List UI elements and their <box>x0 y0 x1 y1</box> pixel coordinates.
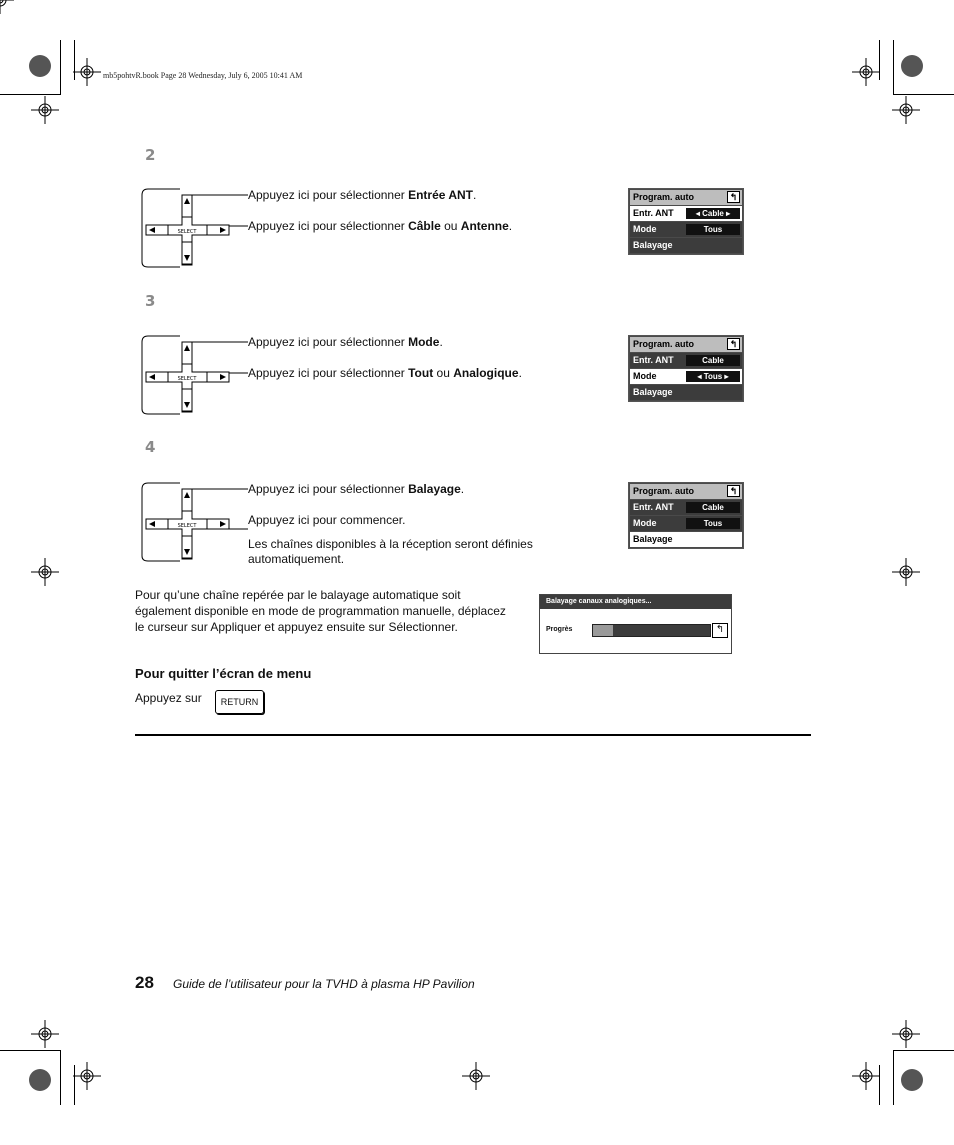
return-arrow-icon: ↰ <box>712 623 728 638</box>
instruction-line: Appuyez ici pour sélectionner Tout ou Analogique. <box>248 366 522 380</box>
remote-dpad <box>140 334 250 422</box>
return-button: RETURN <box>215 690 264 714</box>
instruction-line: Appuyez ici pour sélectionner Balayage. <box>248 482 465 496</box>
step-number: 2 <box>145 146 156 164</box>
menu-row-entr-ant: Entr. ANT ◂ Cable ▸ <box>630 206 742 221</box>
print-stamp: mb5pohtvR.book Page 28 Wednesday, July 6, 2005 10:41 AM <box>103 71 303 80</box>
svg-text:SELECT: SELECT <box>177 376 197 382</box>
menu-row-balayage: Balayage <box>630 238 742 253</box>
quit-instruction: Appuyez sur <box>135 691 202 705</box>
menu-screen-entr-ant <box>628 188 744 255</box>
select-button-label: SELECT <box>177 229 197 235</box>
menu-value-cable: ◂ Cable ▸ <box>686 208 740 219</box>
return-arrow-icon: ↰ <box>727 485 740 497</box>
progress-panel <box>539 594 732 654</box>
step-number: 3 <box>145 292 156 310</box>
instruction-line: Appuyez ici pour sélectionner Mode. <box>248 335 443 349</box>
remote-dpad <box>140 481 250 569</box>
instruction-line: Appuyez ici pour commencer. <box>248 513 406 527</box>
return-arrow-icon: ↰ <box>727 338 740 350</box>
footer-title: Guide de l’utilisateur pour la TVHD à plasma HP Pavilion <box>173 977 475 991</box>
menu-screen-mode: Program. auto ↰ Entr. ANT Cable Mode ◂ Tous ▸ Balayage <box>628 335 744 402</box>
progress-label: Progrès <box>546 626 573 633</box>
menu-row-mode: Mode Tous <box>630 222 742 237</box>
menu-title: Program. auto ↰ <box>630 190 742 205</box>
svg-text:SELECT: SELECT <box>177 523 197 529</box>
page-number: 28 <box>135 973 154 992</box>
remote-dpad <box>140 187 250 275</box>
instruction-line: Appuyez ici pour sélectionner Câble ou Antenne. <box>248 219 513 233</box>
note-paragraph: Pour qu’une chaîne repérée par le balayage automatique soit également disponible en mode de programmation manuelle, déplacez le curseur sur Appliquer et appuyez ensuite sur Sélectionner. <box>135 588 506 634</box>
progress-bar <box>592 624 711 637</box>
instruction-line: Les chaînes disponibles à la réception seront définies automatiquement. <box>248 537 533 566</box>
divider <box>135 734 811 736</box>
progress-bar-fill <box>593 625 613 636</box>
step-number: 4 <box>145 438 156 456</box>
progress-panel-title: Balayage canaux analogiques... <box>540 595 731 609</box>
instruction-line: Appuyez ici pour sélectionner Entrée ANT. <box>248 188 477 202</box>
section-heading: Pour quitter l’écran de menu <box>135 666 312 681</box>
return-arrow-icon: ↰ <box>727 191 740 203</box>
menu-screen-balayage: Program. auto ↰ Entr. ANT Cable Mode Tous Balayage <box>628 482 744 549</box>
